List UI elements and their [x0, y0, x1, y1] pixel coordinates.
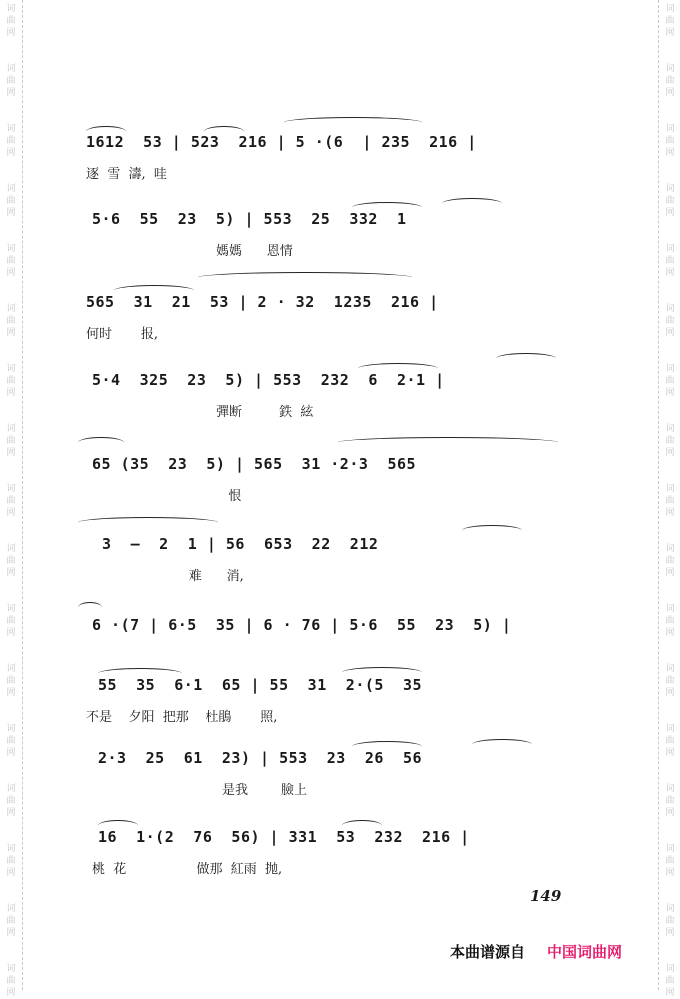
tie-mark [284, 117, 422, 128]
watermark-glyph: 曲 [665, 556, 675, 566]
watermark-glyph: 词 [665, 604, 675, 614]
lyrics-line: 恨 [92, 489, 242, 504]
watermark-glyph: 曲 [665, 916, 675, 926]
slur-mark [114, 285, 194, 296]
watermark-glyph: 曲 [665, 436, 675, 446]
notation-line: 3 — 2 1 | 56 653 22 212 [102, 535, 379, 553]
watermark-glyph: 网 [665, 868, 675, 878]
watermark-glyph: 词 [6, 304, 16, 314]
lyrics-line: 不是 夕阳 把那 杜鵑 照, [86, 710, 278, 725]
watermark-glyph: 词 [6, 544, 16, 554]
score-row-10 [22, 828, 658, 902]
watermark-glyph: 词 [6, 64, 16, 74]
watermark-glyph: 网 [665, 808, 675, 818]
watermark-glyph: 曲 [6, 16, 16, 26]
slur-mark [98, 668, 182, 679]
watermark-glyph: 词 [665, 64, 675, 74]
notation-line: 1612 53 | 523 216 | 5 ·(6 | 235 216 | [86, 133, 477, 151]
lyrics-line: 是我 臉上 [98, 783, 308, 798]
watermark-glyph: 曲 [665, 76, 675, 86]
watermark-glyph: 曲 [6, 976, 16, 986]
watermark-glyph: 词 [6, 904, 16, 914]
watermark-glyph: 曲 [6, 856, 16, 866]
watermark-glyph: 词 [665, 904, 675, 914]
watermark-glyph: 词 [665, 964, 675, 974]
watermark-glyph: 曲 [6, 616, 16, 626]
watermark-glyph: 曲 [6, 736, 16, 746]
slur-mark [472, 739, 532, 750]
watermark-glyph: 词 [665, 364, 675, 374]
score-row-1 [22, 133, 658, 207]
tie-mark [78, 517, 218, 528]
lyrics-line: 何时 报, [86, 327, 159, 342]
watermark-glyph: 网 [6, 688, 16, 698]
slur-mark [462, 525, 522, 536]
watermark-glyph: 曲 [6, 496, 16, 506]
watermark-glyph: 网 [6, 268, 16, 278]
watermark-glyph: 网 [6, 868, 16, 878]
notation-line: 5·4 325 23 5) | 553 232 6 2·1 | [92, 371, 445, 389]
watermark-glyph: 网 [6, 88, 16, 98]
slur-mark [204, 126, 244, 137]
watermark-glyph: 曲 [6, 556, 16, 566]
watermark-glyph: 词 [665, 4, 675, 14]
notation-line: 565 31 21 53 | 2 · 32 1235 216 | [86, 293, 439, 311]
watermark-glyph: 网 [665, 148, 675, 158]
watermark-glyph: 词 [6, 424, 16, 434]
watermark-glyph: 词 [6, 184, 16, 194]
watermark-glyph: 曲 [665, 676, 675, 686]
watermark-glyph: 网 [6, 628, 16, 638]
watermark-glyph: 网 [665, 568, 675, 578]
watermark-glyph: 词 [665, 844, 675, 854]
watermark-glyph: 网 [665, 28, 675, 38]
notation-line: 65 (35 23 5) | 565 31 ·2·3 565 [92, 455, 417, 473]
watermark-glyph: 网 [6, 448, 16, 458]
watermark-glyph: 词 [6, 484, 16, 494]
watermark-glyph: 曲 [665, 796, 675, 806]
watermark-glyph: 网 [6, 388, 16, 398]
watermark-glyph: 词 [6, 4, 16, 14]
watermark-glyph: 网 [665, 508, 675, 518]
watermark-glyph: 网 [665, 928, 675, 938]
slur-mark [442, 198, 502, 209]
watermark-glyph: 曲 [665, 856, 675, 866]
watermark-glyph: 曲 [6, 256, 16, 266]
watermark-glyph: 网 [665, 388, 675, 398]
watermark-glyph: 曲 [665, 256, 675, 266]
watermark-glyph: 词 [6, 244, 16, 254]
tie-mark [496, 353, 556, 364]
watermark-glyph: 曲 [6, 76, 16, 86]
slur-mark [98, 820, 138, 831]
watermark-glyph: 网 [6, 28, 16, 38]
watermark-glyph: 曲 [665, 196, 675, 206]
notation-line: 6 ·(7 | 6·5 35 | 6 · 76 | 5·6 55 23 5) | [92, 616, 512, 634]
slur-mark [86, 126, 126, 137]
watermark-glyph: 网 [665, 988, 675, 998]
watermark-glyph: 网 [6, 928, 16, 938]
score-row-9 [22, 749, 658, 823]
watermark-glyph: 曲 [6, 916, 16, 926]
watermark-glyph: 词 [6, 844, 16, 854]
watermark-glyph: 曲 [6, 376, 16, 386]
watermark-glyph: 曲 [6, 436, 16, 446]
notation-line: 5·6 55 23 5) | 553 25 332 1 [92, 210, 407, 228]
watermark-glyph: 词 [665, 124, 675, 134]
lyrics-line: 媽媽 恩情 [92, 244, 293, 259]
watermark-glyph: 网 [6, 148, 16, 158]
watermark-glyph: 词 [6, 964, 16, 974]
watermark-glyph: 网 [665, 448, 675, 458]
page-number: 149 [530, 887, 562, 905]
slur-mark [342, 667, 422, 678]
watermark-glyph: 网 [665, 88, 675, 98]
tie-mark [338, 437, 558, 448]
score-row-8 [22, 676, 658, 750]
watermark-glyph: 网 [665, 328, 675, 338]
lyrics-line: 难 消, [102, 569, 244, 584]
watermark-glyph: 曲 [6, 796, 16, 806]
score-page [22, 0, 658, 990]
watermark-glyph: 网 [665, 688, 675, 698]
watermark-glyph: 词 [665, 244, 675, 254]
slur-mark [358, 363, 438, 374]
watermark-glyph: 曲 [6, 136, 16, 146]
watermark-glyph: 词 [6, 664, 16, 674]
watermark-glyph: 网 [6, 808, 16, 818]
watermark-glyph: 曲 [665, 616, 675, 626]
slur-mark [352, 202, 422, 213]
watermark-glyph: 词 [665, 184, 675, 194]
watermark-glyph: 曲 [6, 196, 16, 206]
watermark-glyph: 网 [6, 988, 16, 998]
watermark-glyph: 词 [6, 124, 16, 134]
watermark-glyph: 词 [665, 544, 675, 554]
lyrics-line: 桃 花 做那 紅雨 抛, [92, 862, 283, 877]
watermark-glyph: 网 [665, 748, 675, 758]
watermark-glyph: 词 [665, 724, 675, 734]
notation-line: 2·3 25 61 23) | 553 23 26 56 [98, 749, 423, 767]
watermark-glyph: 曲 [665, 976, 675, 986]
watermark-glyph: 曲 [665, 496, 675, 506]
watermark-glyph: 词 [6, 604, 16, 614]
watermark-glyph: 曲 [665, 16, 675, 26]
watermark-glyph: 网 [6, 748, 16, 758]
notation-line: 55 35 6·1 65 | 55 31 2·(5 35 [98, 676, 423, 694]
watermark-glyph: 网 [665, 268, 675, 278]
tie-mark [78, 602, 102, 613]
watermark-glyph: 网 [665, 628, 675, 638]
score-row-3 [22, 293, 658, 367]
source-label: 本曲谱源自 [450, 943, 526, 961]
watermark-glyph: 曲 [665, 316, 675, 326]
source-footer [450, 941, 622, 962]
tie-mark [198, 272, 412, 283]
score-row-6 [22, 535, 658, 609]
watermark-glyph: 曲 [665, 136, 675, 146]
right-watermark-strip [658, 0, 680, 998]
tie-mark [78, 437, 124, 448]
slur-mark [342, 820, 382, 831]
watermark-glyph: 词 [665, 484, 675, 494]
left-watermark-strip [0, 0, 23, 998]
watermark-glyph: 词 [6, 364, 16, 374]
watermark-glyph: 曲 [665, 376, 675, 386]
watermark-glyph: 网 [6, 208, 16, 218]
watermark-glyph: 网 [6, 328, 16, 338]
watermark-glyph: 网 [6, 508, 16, 518]
watermark-glyph: 网 [6, 568, 16, 578]
jianpu-score [22, 0, 658, 990]
notation-line: 16 1·(2 76 56) | 331 53 232 216 | [98, 828, 470, 846]
lyrics-line: 逐 雪 濤, 哇 [86, 167, 167, 182]
watermark-glyph: 曲 [665, 736, 675, 746]
watermark-glyph: 词 [665, 424, 675, 434]
watermark-glyph: 曲 [6, 316, 16, 326]
score-row-4 [22, 371, 658, 445]
slur-mark [352, 741, 422, 752]
watermark-glyph: 词 [665, 784, 675, 794]
watermark-glyph: 词 [665, 304, 675, 314]
watermark-glyph: 词 [665, 664, 675, 674]
watermark-glyph: 曲 [6, 676, 16, 686]
watermark-glyph: 词 [6, 724, 16, 734]
brand-name: 中国词曲网 [547, 943, 623, 961]
watermark-glyph: 网 [665, 208, 675, 218]
lyrics-line: 彈断 鉄 絃 [92, 405, 314, 420]
watermark-glyph: 词 [6, 784, 16, 794]
